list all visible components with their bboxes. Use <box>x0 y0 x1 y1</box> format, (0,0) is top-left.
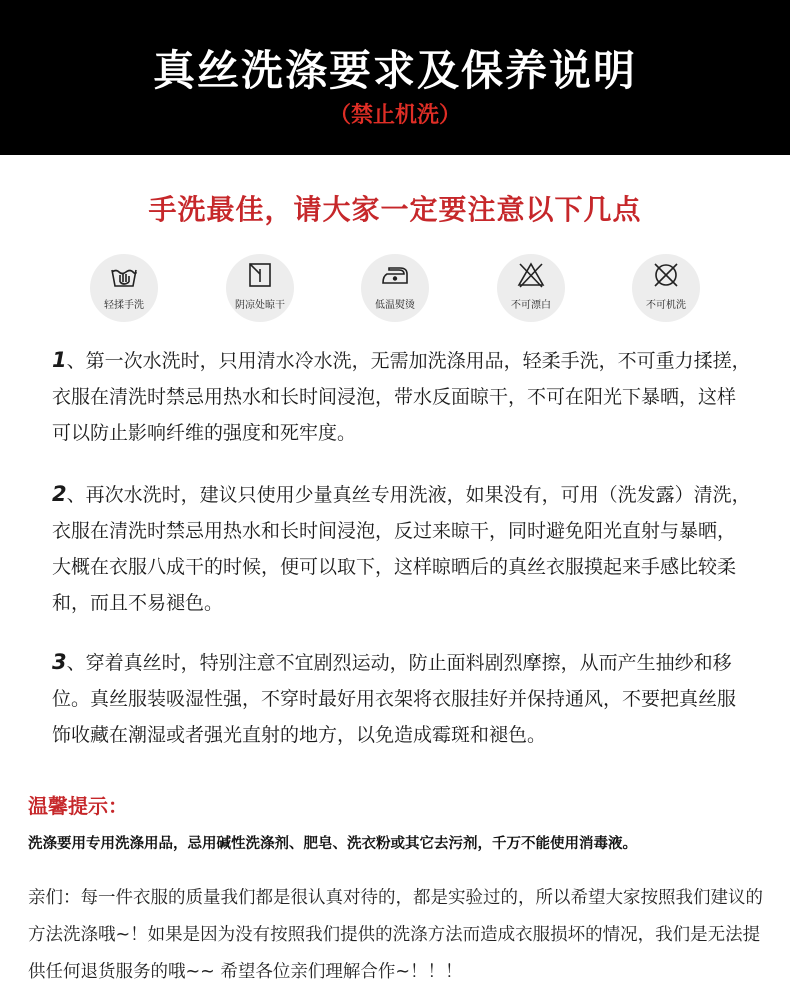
instruction-number: 3 <box>52 650 67 674</box>
care-icon-item <box>90 254 158 322</box>
no-machine-wash-icon <box>651 260 681 290</box>
no-bleach-icon <box>516 260 546 290</box>
section-headline: 手洗最佳，请大家一定要注意以下几点 <box>148 193 642 226</box>
tips-title: 温馨提示： <box>28 794 128 818</box>
instruction-item <box>52 476 752 621</box>
instruction-sep: 、 <box>66 652 86 674</box>
care-icon-label: 不可漂白 <box>511 300 551 311</box>
instruction-item <box>52 644 752 753</box>
care-icon-item <box>497 254 565 322</box>
page-title: 真丝洗涤要求及保养说明 <box>152 46 637 95</box>
instruction-sep: 、 <box>66 350 86 372</box>
instruction-number: 1 <box>52 348 67 372</box>
instruction-text: 穿着真丝时，特别注意不宜剧烈运动，防止面料剧烈摩擦，从而产生抽纱和移位。真丝服装吸湿性强，不穿时最好用衣架将衣服挂好并保持通风，不要把真丝服饰收藏在潮湿或者强光直射的地方，以免造成霉斑和褪色。 <box>52 652 737 746</box>
closing-note: 亲们：每一件衣服的质量我们都是很认真对待的，都是实验过的，所以希望大家按照我们建议的方法洗涤哦~！如果是因为没有按照我们提供的洗涤方法而造成衣服损坏的情况，我们是无法提供任何退货服务的哦~~ 希望各位亲们理解合作~！！！ <box>28 888 763 982</box>
tips-body: 洗涤要用专用洗涤用品，忌用碱性洗涤剂、肥皂、洗衣粉或其它去污剂，千万不能使用消毒液。 <box>28 836 637 852</box>
instruction-sep: 、 <box>66 484 86 506</box>
instruction-text: 第一次水洗时，只用清水冷水洗，无需加洗涤用品，轻柔手洗，不可重力揉搓，衣服在清洗时禁忌用热水和长时间浸泡，带水反面晾干，不可在阳光下暴晒，这样可以防止影响纤维的强度和死牢度。 <box>52 350 751 444</box>
care-icons-row <box>0 254 790 326</box>
header-banner <box>0 0 790 155</box>
hand-wash-icon <box>109 260 139 290</box>
care-icon-label: 不可机洗 <box>646 300 686 311</box>
care-icon-label: 阴凉处晾干 <box>235 300 285 311</box>
instruction-text: 再次水洗时，建议只使用少量真丝专用洗液，如果没有，可用（洗发露）清洗，衣服在清洗时禁忌用热水和长时间浸泡，反过来晾干，同时避免阳光直射与暴晒，大概在衣服八成干的时候，便可以取下，这样晾晒后的真丝衣服摸起来手感比较柔和，而且不易褪色。 <box>52 484 751 614</box>
care-icon-item <box>632 254 700 322</box>
instruction-item <box>52 342 752 451</box>
instruction-number: 2 <box>52 482 67 506</box>
care-icon-item <box>226 254 294 322</box>
shade-dry-icon <box>245 260 275 290</box>
page-subtitle: （禁止机洗） <box>328 103 461 128</box>
care-icon-label: 低温熨烫 <box>375 300 415 311</box>
low-iron-icon <box>380 260 410 290</box>
care-icon-label: 轻揉手洗 <box>104 300 144 311</box>
care-icon-item <box>361 254 429 322</box>
